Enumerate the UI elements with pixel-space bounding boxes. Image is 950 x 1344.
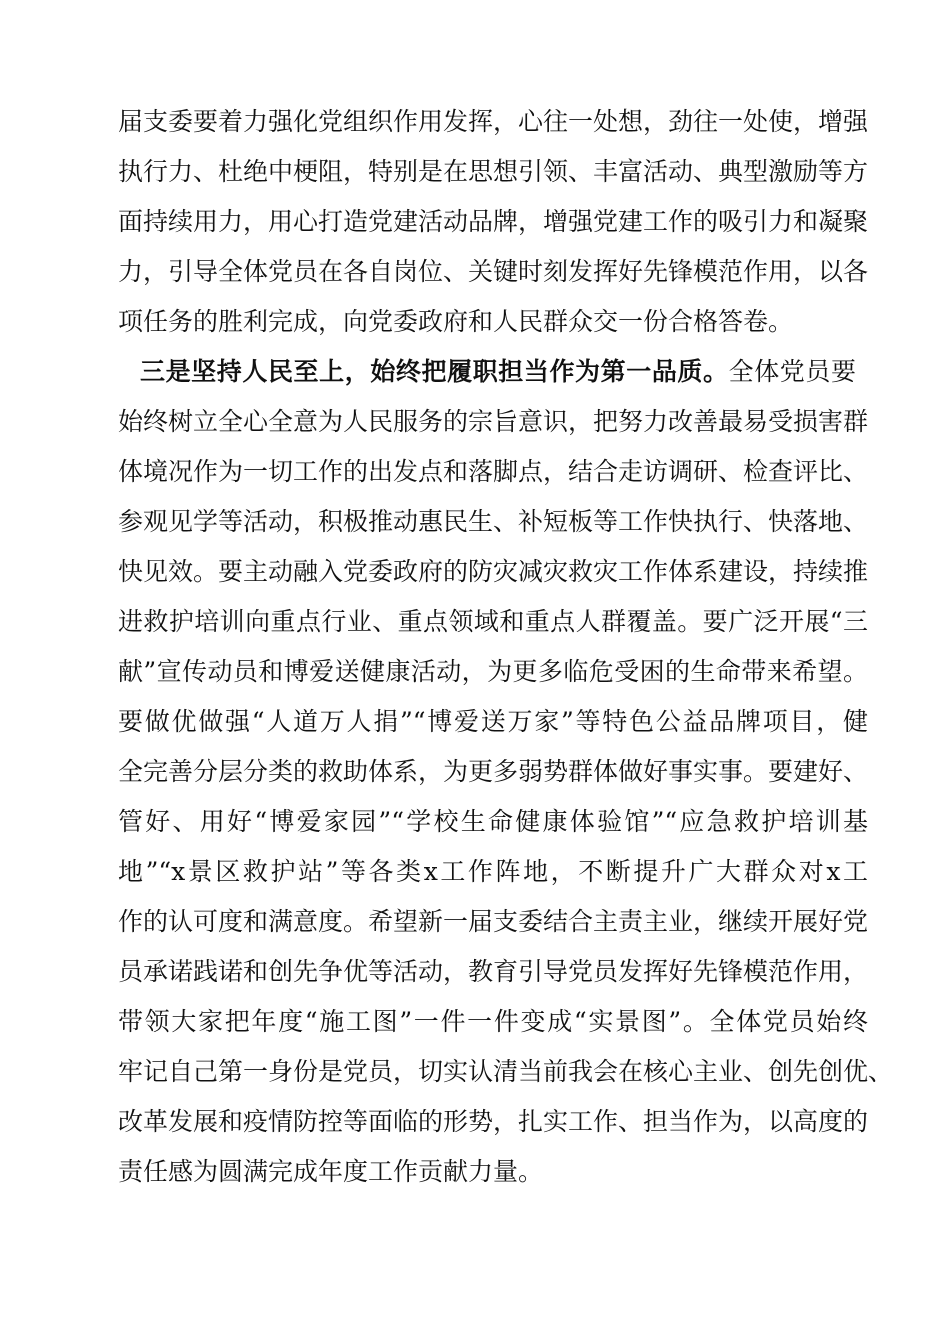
paragraph-line: 改革发展和疫情防控等面临的形势，扎实工作、担当作为，以高度的 — [118, 1107, 869, 1136]
paragraph-line: 员承诺践诺和创先争优等活动，教育引导党员发挥好先锋模范作用， — [118, 957, 869, 986]
paragraph-line: 体境况作为一切工作的出发点和落脚点，结合走访调研、检查评比、 — [118, 457, 869, 486]
paragraph-line: 始终树立全心全意为人民服务的宗旨意识，把努力改善最易受损害群 — [118, 407, 869, 436]
paragraph-line: 作的认可度和满意度。希望新一届支委结合主责主业，继续开展好党 — [118, 907, 869, 936]
paragraph-line: 地”“x景区救护站”等各类x工作阵地，不断提升广大群众对x工 — [118, 857, 868, 886]
paragraph-line: 进救护培训向重点行业、重点领域和重点人群覆盖。要广泛开展“三 — [118, 607, 868, 636]
paragraph-line: 牢记自己第一身份是党员，切实认清当前我会在核心主业、创先创优、 — [118, 1057, 894, 1086]
paragraph-line: 力，引导全体党员在各自岗位、关键时刻发挥好先锋模范作用，以各 — [118, 257, 869, 286]
paragraph-line: 届支委要着力强化党组织作用发挥，心往一处想，劲往一处使，增强 — [118, 107, 869, 136]
paragraph-line: 面持续用力，用心打造党建活动品牌，增强党建工作的吸引力和凝聚 — [118, 207, 869, 236]
paragraph-line: 要做优做强“人道万人捐”“博爱送万家”等特色公益品牌项目，健 — [118, 707, 868, 736]
paragraph-line: 责任感为圆满完成年度工作贡献力量。 — [118, 1157, 544, 1186]
paragraph-line: 快见效。要主动融入党委政府的防灾减灾救灾工作体系建设，持续推 — [118, 557, 869, 586]
section-heading: 三是坚持人民至上，始终把履职担当作为第一品质。 — [140, 357, 729, 386]
heading-line-continuation: 全体党员要 — [728, 357, 856, 386]
paragraph-line: 献”宣传动员和博爱送健康活动，为更多临危受困的生命带来希望。 — [118, 657, 868, 686]
paragraph-line: 带领大家把年度“施工图”一件一件变成“实景图”。全体党员始终 — [118, 1007, 868, 1036]
paragraph-line: 项任务的胜利完成，向党委政府和人民群众交一份合格答卷。 — [118, 307, 794, 336]
paragraph-heading-line — [140, 357, 856, 387]
paragraph-line: 管好、用好“博爱家园”“学校生命健康体验馆”“应急救护培训基 — [118, 807, 868, 836]
paragraph-line: 执行力、杜绝中梗阻，特别是在思想引领、丰富活动、典型激励等方 — [118, 157, 869, 186]
paragraph-line: 参观见学等活动，积极推动惠民生、补短板等工作快执行、快落地、 — [118, 507, 869, 536]
paragraph-line: 全完善分层分类的救助体系，为更多弱势群体做好事实事。要建好、 — [118, 757, 869, 786]
